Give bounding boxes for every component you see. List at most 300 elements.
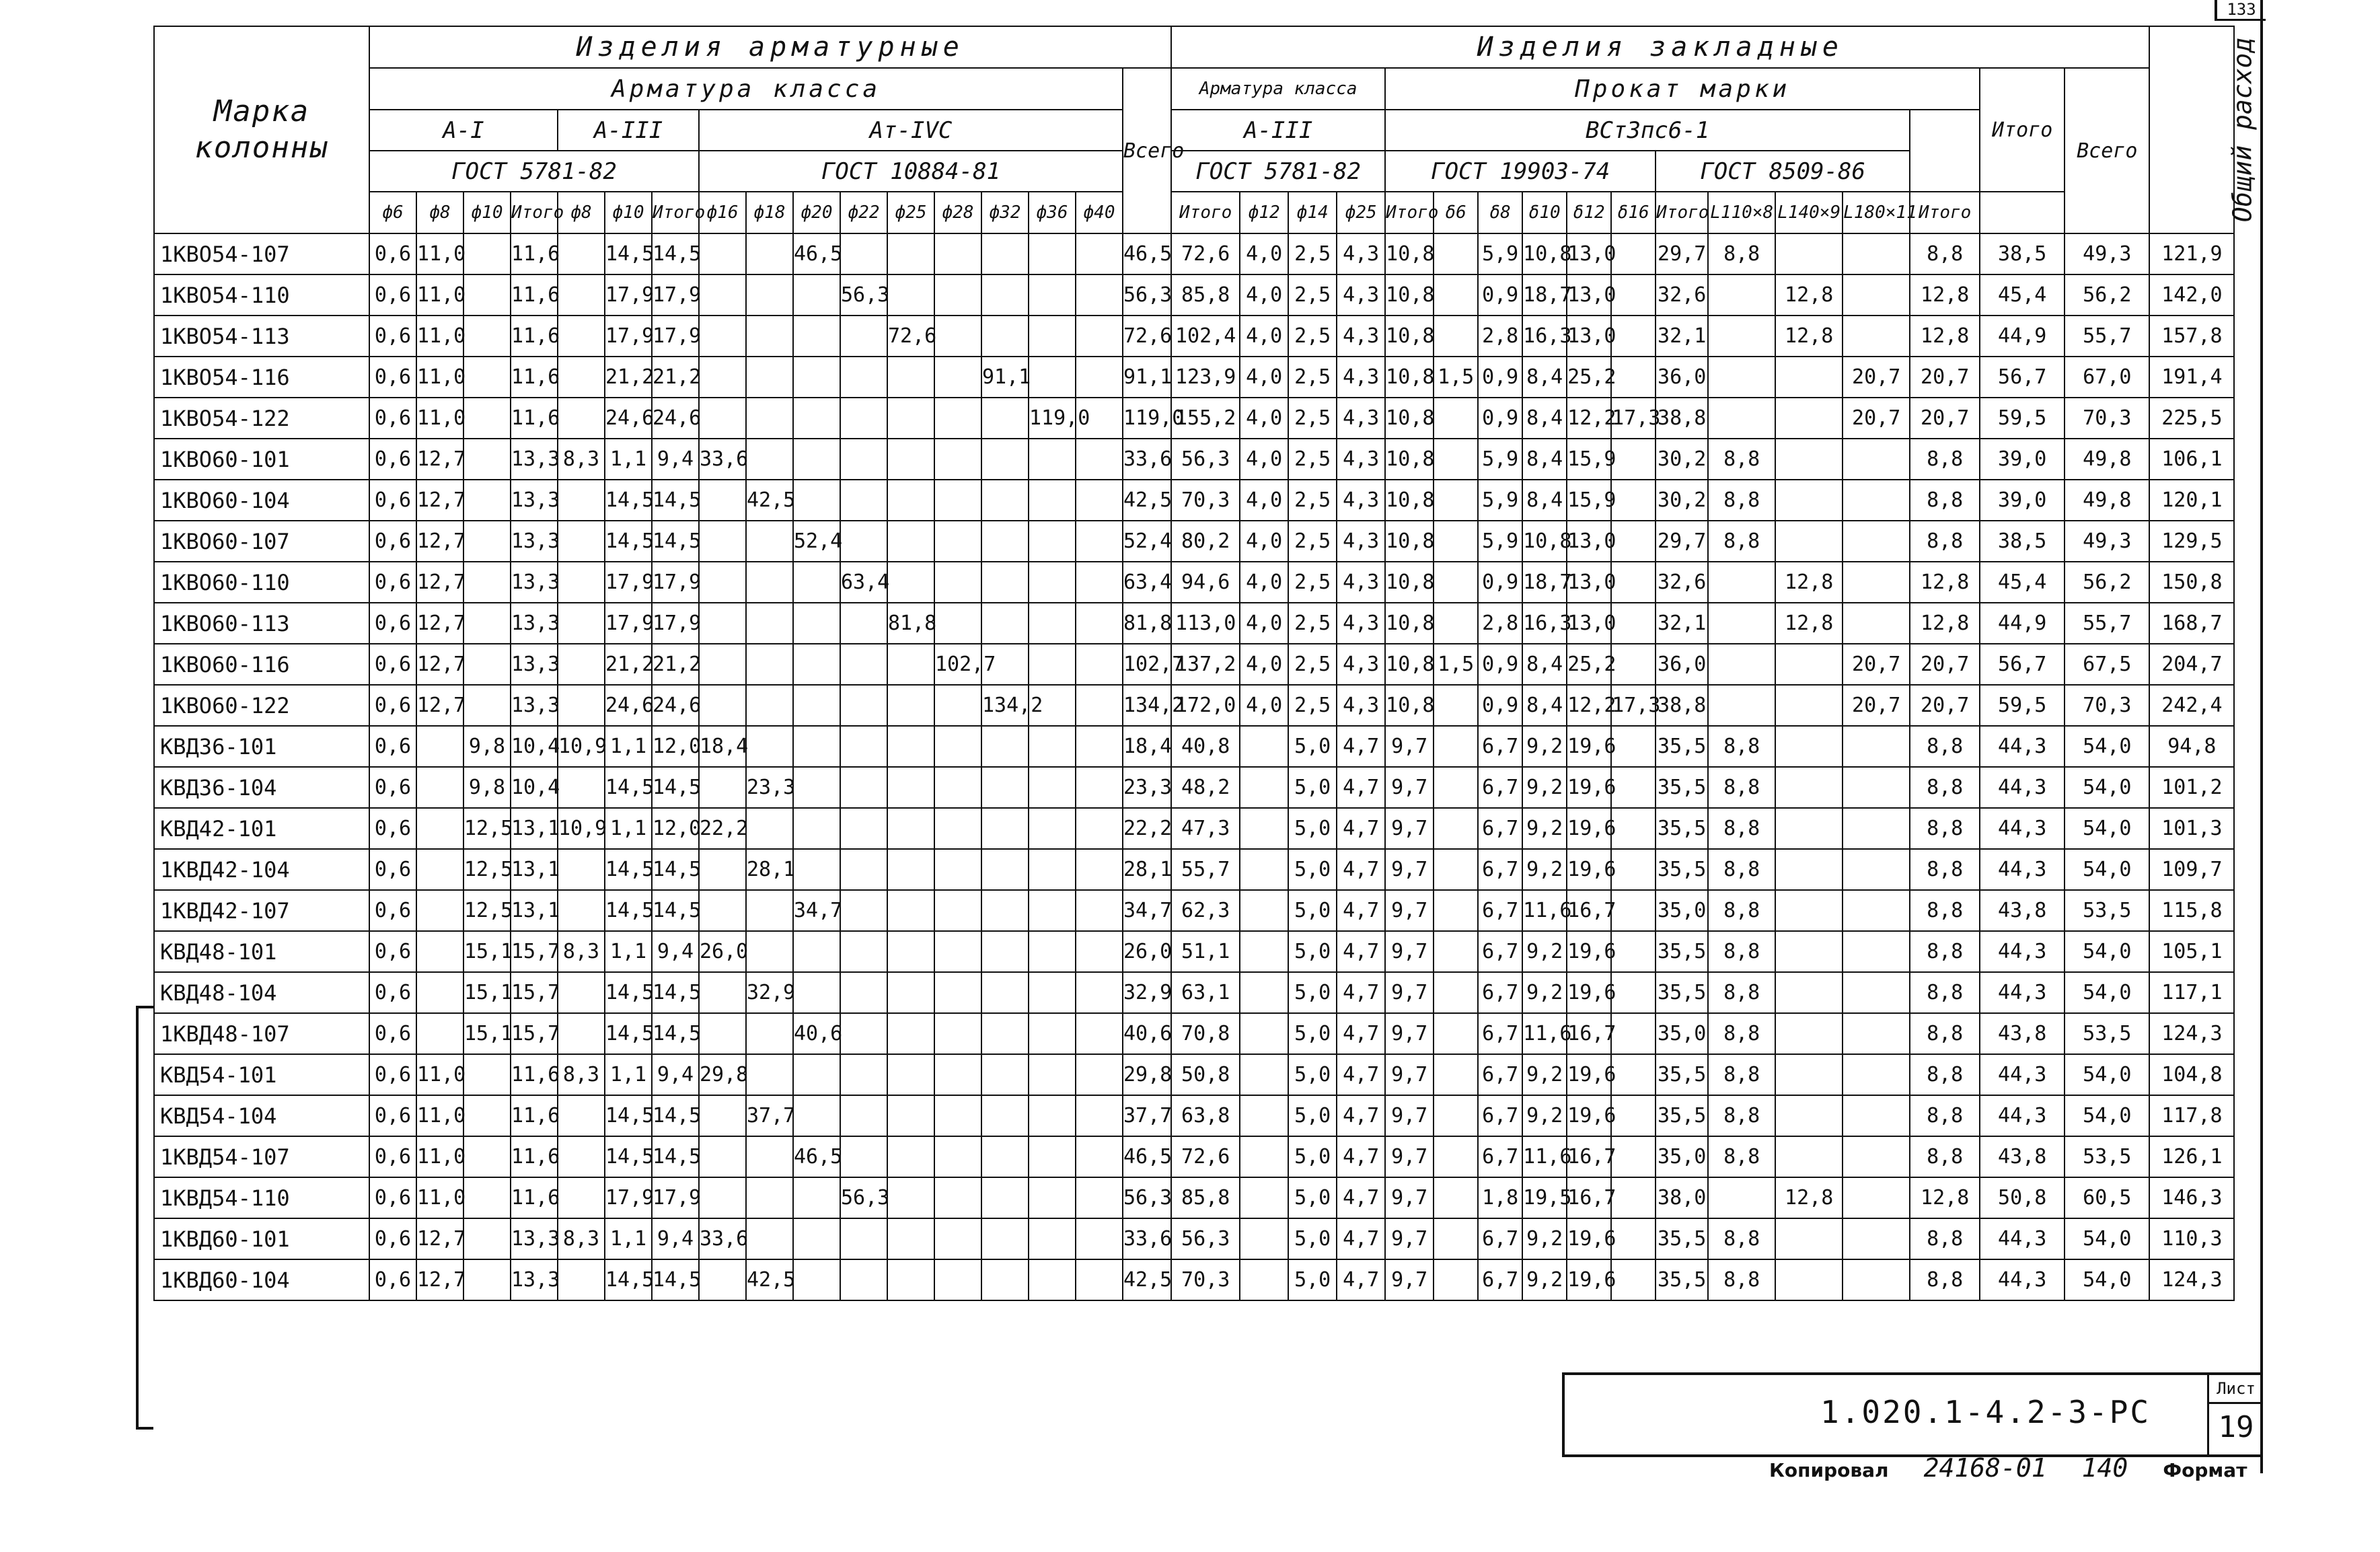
value-cell	[981, 398, 1029, 439]
value-cell: 49,8	[2065, 480, 2149, 521]
value-cell: 0,6	[369, 398, 416, 439]
value-cell	[1240, 1136, 1288, 1177]
value-cell: 14,5	[605, 521, 652, 562]
value-cell: 50,8	[1171, 1054, 1240, 1095]
value-cell: 101,2	[2149, 767, 2234, 808]
value-cell	[1029, 644, 1076, 685]
value-cell	[793, 644, 840, 685]
value-cell: 191,4	[2149, 357, 2234, 398]
value-cell: 36,0	[1656, 644, 1708, 685]
value-cell: 11,0	[416, 1095, 463, 1136]
value-cell: 10,8	[1385, 644, 1434, 685]
value-cell: 40,6	[1123, 1013, 1171, 1054]
value-cell	[887, 931, 934, 972]
value-cell: 49,3	[2065, 521, 2149, 562]
gost-19903-header: ГОСТ 19903-74	[1385, 151, 1656, 192]
value-cell	[1843, 1259, 1910, 1300]
size-subheader: Итого	[511, 192, 558, 233]
copy-number: 140	[2081, 1453, 2128, 1483]
value-cell: 32,1	[1656, 316, 1708, 357]
value-cell	[1843, 1218, 1910, 1259]
value-cell: 4,0	[1240, 274, 1288, 316]
value-cell	[1076, 233, 1123, 274]
value-cell	[887, 767, 934, 808]
mark-column-header: Марка колонны	[154, 26, 369, 233]
value-cell	[840, 767, 887, 808]
value-cell: 5,0	[1288, 1259, 1337, 1300]
value-cell	[887, 726, 934, 767]
value-cell: 0,9	[1478, 562, 1522, 603]
value-cell: 0,6	[369, 1013, 416, 1054]
value-cell: 17,9	[605, 316, 652, 357]
value-cell: 46,5	[1123, 1136, 1171, 1177]
value-cell	[981, 1013, 1029, 1054]
value-cell: 8,8	[1910, 808, 1980, 849]
value-cell	[934, 1013, 981, 1054]
value-cell: 44,3	[1980, 808, 2065, 849]
value-cell	[746, 274, 793, 316]
value-cell: 12,2	[1567, 685, 1611, 726]
value-cell: 1,8	[1478, 1177, 1522, 1218]
value-cell: 8,8	[1708, 521, 1775, 562]
value-cell: 2,5	[1288, 439, 1337, 480]
value-cell	[1029, 357, 1076, 398]
value-cell	[981, 808, 1029, 849]
value-cell: 56,2	[2065, 562, 2149, 603]
size-subheader: ф20	[793, 192, 840, 233]
value-cell: 14,5	[605, 767, 652, 808]
value-cell: 42,5	[746, 1259, 793, 1300]
value-cell: 29,8	[1123, 1054, 1171, 1095]
value-cell: 150,8	[2149, 562, 2234, 603]
value-cell: 49,3	[2065, 233, 2149, 274]
size-subheader: ф14	[1288, 192, 1337, 233]
value-cell: 9,4	[652, 1218, 699, 1259]
value-cell	[1775, 439, 1843, 480]
value-cell: 17,9	[605, 274, 652, 316]
value-cell: 14,5	[652, 849, 699, 890]
value-cell	[1076, 1054, 1123, 1095]
value-cell: 21,2	[605, 357, 652, 398]
value-cell	[558, 398, 605, 439]
value-cell: 14,5	[652, 521, 699, 562]
value-cell	[793, 767, 840, 808]
class-at4c-header: Ат-IVС	[699, 110, 1123, 151]
value-cell: 37,7	[1123, 1095, 1171, 1136]
value-cell: 4,3	[1337, 480, 1385, 521]
value-cell: 11,6	[511, 316, 558, 357]
value-cell: 54,0	[2065, 972, 2149, 1013]
value-cell: 4,0	[1240, 603, 1288, 644]
value-cell: 4,0	[1240, 439, 1288, 480]
value-cell: 0,6	[369, 439, 416, 480]
value-cell	[463, 439, 511, 480]
value-cell	[934, 316, 981, 357]
value-cell: 9,7	[1385, 1013, 1434, 1054]
table-row	[154, 1177, 2234, 1218]
value-cell: 8,8	[1910, 1095, 1980, 1136]
value-cell	[981, 849, 1029, 890]
value-cell: 4,7	[1337, 1095, 1385, 1136]
value-cell: 46,5	[793, 1136, 840, 1177]
value-cell: 11,6	[511, 233, 558, 274]
value-cell: 5,9	[1478, 233, 1522, 274]
value-cell: 8,8	[1910, 972, 1980, 1013]
value-cell: 16,7	[1567, 1013, 1611, 1054]
table-header	[154, 26, 2258, 233]
value-cell	[699, 274, 746, 316]
value-cell	[463, 357, 511, 398]
embedded-gost-5781-header: ГОСТ 5781-82	[1171, 151, 1385, 192]
value-cell	[1611, 480, 1656, 521]
value-cell: 113,0	[1171, 603, 1240, 644]
value-cell: 12,8	[1775, 316, 1843, 357]
value-cell	[463, 562, 511, 603]
value-cell: 9,2	[1522, 931, 1567, 972]
value-cell: 2,5	[1288, 398, 1337, 439]
value-cell: 121,9	[2149, 233, 2234, 274]
value-cell: 28,1	[1123, 849, 1171, 890]
value-cell	[463, 644, 511, 685]
value-cell: 21,2	[652, 644, 699, 685]
value-cell	[793, 1218, 840, 1259]
value-cell	[1775, 849, 1843, 890]
value-cell: 17,9	[652, 562, 699, 603]
value-cell: 54,0	[2065, 767, 2149, 808]
value-cell: 12,7	[416, 521, 463, 562]
value-cell	[981, 1054, 1029, 1095]
value-cell	[1076, 808, 1123, 849]
value-cell: 105,1	[2149, 931, 2234, 972]
value-cell: 8,8	[1708, 849, 1775, 890]
value-cell	[840, 644, 887, 685]
value-cell	[1611, 562, 1656, 603]
value-cell: 8,8	[1708, 931, 1775, 972]
value-cell: 12,7	[416, 480, 463, 521]
value-cell: 46,5	[793, 233, 840, 274]
value-cell	[463, 1177, 511, 1218]
value-cell: 124,3	[2149, 1259, 2234, 1300]
value-cell: 16,3	[1522, 603, 1567, 644]
value-cell	[793, 1177, 840, 1218]
value-cell: 1,1	[605, 808, 652, 849]
value-cell	[1843, 521, 1910, 562]
value-cell: 15,1	[463, 1013, 511, 1054]
value-cell	[699, 1013, 746, 1054]
value-cell: 4,0	[1240, 357, 1288, 398]
table-row	[154, 1054, 2234, 1095]
table-row	[154, 685, 2234, 726]
value-cell: 9,8	[463, 726, 511, 767]
value-cell: 11,0	[416, 1177, 463, 1218]
value-cell	[981, 1218, 1029, 1259]
value-cell: 1,5	[1434, 357, 1478, 398]
value-cell: 44,3	[1980, 1095, 2065, 1136]
size-subheader: ф18	[746, 192, 793, 233]
value-cell: 80,2	[1171, 521, 1240, 562]
value-cell: 242,4	[2149, 685, 2234, 726]
table-row	[154, 439, 2234, 480]
value-cell	[1611, 1054, 1656, 1095]
value-cell: 9,7	[1385, 767, 1434, 808]
value-cell: 20,7	[1910, 685, 1980, 726]
size-subheader: L140×9	[1775, 192, 1843, 233]
value-cell	[463, 316, 511, 357]
value-cell	[558, 1136, 605, 1177]
value-cell	[840, 931, 887, 972]
size-subheader: δ10	[1522, 192, 1567, 233]
value-cell	[887, 233, 934, 274]
value-cell	[1029, 849, 1076, 890]
value-cell: 35,5	[1656, 1259, 1708, 1300]
value-cell	[981, 1259, 1029, 1300]
value-cell: 14,5	[605, 890, 652, 931]
value-cell	[840, 1218, 887, 1259]
value-cell: 9,2	[1522, 726, 1567, 767]
value-cell: 56,3	[1123, 1177, 1171, 1218]
value-cell: 38,0	[1656, 1177, 1708, 1218]
value-cell	[934, 1095, 981, 1136]
value-cell: 11,6	[1522, 890, 1567, 931]
value-cell	[1076, 274, 1123, 316]
value-cell	[699, 1259, 746, 1300]
value-cell	[463, 603, 511, 644]
size-subheader-row	[154, 192, 2234, 233]
value-cell: 24,6	[605, 398, 652, 439]
value-cell	[887, 274, 934, 316]
value-cell	[1240, 1259, 1288, 1300]
value-cell	[934, 1136, 981, 1177]
value-cell	[934, 439, 981, 480]
value-cell: 36,0	[1656, 357, 1708, 398]
value-cell	[887, 1259, 934, 1300]
value-cell: 17,9	[652, 316, 699, 357]
value-cell: 5,9	[1478, 439, 1522, 480]
value-cell: 10,8	[1385, 398, 1434, 439]
value-cell: 8,3	[558, 1054, 605, 1095]
value-cell: 14,5	[605, 1136, 652, 1177]
value-cell: 13,3	[511, 644, 558, 685]
value-cell: 6,7	[1478, 1013, 1522, 1054]
value-cell: 70,8	[1171, 1013, 1240, 1054]
column-mark-cell: 1КВО60-116	[154, 644, 369, 685]
value-cell	[1029, 521, 1076, 562]
value-cell	[793, 480, 840, 521]
value-cell	[887, 1054, 934, 1095]
value-cell	[934, 1259, 981, 1300]
value-cell: 13,1	[511, 808, 558, 849]
value-cell	[1843, 1013, 1910, 1054]
value-cell: 106,1	[2149, 439, 2234, 480]
value-cell	[1775, 357, 1843, 398]
column-mark-cell: КВД48-101	[154, 931, 369, 972]
value-cell: 2,5	[1288, 521, 1337, 562]
value-cell: 81,8	[887, 603, 934, 644]
value-cell	[1029, 1054, 1076, 1095]
value-cell	[840, 603, 887, 644]
value-cell	[840, 890, 887, 931]
value-cell	[416, 849, 463, 890]
value-cell	[1708, 398, 1775, 439]
table-row	[154, 644, 2234, 685]
rolled-steel-header: Прокат марки	[1385, 68, 1980, 110]
value-cell: 1,1	[605, 1218, 652, 1259]
value-cell	[981, 931, 1029, 972]
value-cell: 0,6	[369, 849, 416, 890]
table-row	[154, 931, 2234, 972]
value-cell: 43,8	[1980, 890, 2065, 931]
value-cell: 6,7	[1478, 890, 1522, 931]
value-cell	[1076, 1013, 1123, 1054]
value-cell	[1775, 931, 1843, 972]
value-cell: 8,8	[1708, 1013, 1775, 1054]
value-cell	[558, 480, 605, 521]
value-cell	[1076, 767, 1123, 808]
value-cell	[1029, 1177, 1076, 1218]
value-cell	[1240, 890, 1288, 931]
value-cell: 56,3	[1171, 439, 1240, 480]
value-cell: 12,5	[463, 808, 511, 849]
value-cell: 20,7	[1910, 398, 1980, 439]
value-cell	[793, 1095, 840, 1136]
value-cell: 12,8	[1775, 274, 1843, 316]
value-cell: 5,0	[1288, 972, 1337, 1013]
value-cell: 4,7	[1337, 972, 1385, 1013]
value-cell	[934, 233, 981, 274]
value-cell: 0,6	[369, 890, 416, 931]
value-cell: 8,4	[1522, 357, 1567, 398]
value-cell: 5,0	[1288, 1054, 1337, 1095]
value-cell: 4,7	[1337, 1136, 1385, 1177]
value-cell: 21,2	[605, 644, 652, 685]
value-cell: 8,4	[1522, 644, 1567, 685]
value-cell: 42,5	[746, 480, 793, 521]
value-cell: 12,0	[652, 726, 699, 767]
value-cell: 14,5	[605, 972, 652, 1013]
value-cell: 10,8	[1385, 562, 1434, 603]
column-mark-cell: 1КВД60-104	[154, 1259, 369, 1300]
value-cell	[746, 726, 793, 767]
value-cell: 10,4	[511, 726, 558, 767]
value-cell	[1076, 1259, 1123, 1300]
value-cell: 51,1	[1171, 931, 1240, 972]
table-row	[154, 972, 2234, 1013]
value-cell: 54,0	[2065, 1218, 2149, 1259]
value-cell	[793, 439, 840, 480]
value-cell	[699, 316, 746, 357]
value-cell: 14,5	[605, 1259, 652, 1300]
table-row	[154, 808, 2234, 849]
value-cell	[746, 890, 793, 931]
title-block	[1562, 1372, 2263, 1457]
value-cell: 32,6	[1656, 562, 1708, 603]
value-cell: 9,8	[463, 767, 511, 808]
value-cell	[1434, 562, 1478, 603]
value-cell	[699, 357, 746, 398]
value-cell: 59,5	[1980, 398, 2065, 439]
value-cell	[558, 316, 605, 357]
value-cell	[699, 685, 746, 726]
value-cell: 85,8	[1171, 274, 1240, 316]
value-cell: 0,6	[369, 521, 416, 562]
value-cell	[793, 685, 840, 726]
value-cell: 4,7	[1337, 1054, 1385, 1095]
value-cell: 70,3	[2065, 398, 2149, 439]
value-cell	[934, 357, 981, 398]
value-cell	[840, 1259, 887, 1300]
value-cell: 42,5	[1123, 1259, 1171, 1300]
value-cell	[934, 931, 981, 972]
column-mark-cell: КВД54-104	[154, 1095, 369, 1136]
value-cell: 4,7	[1337, 767, 1385, 808]
value-cell	[1434, 480, 1478, 521]
value-cell	[1775, 521, 1843, 562]
value-cell	[1775, 1259, 1843, 1300]
value-cell	[1076, 316, 1123, 357]
embedded-a3-header: А-III	[1171, 110, 1385, 151]
value-cell: 0,6	[369, 316, 416, 357]
value-cell: 11,6	[511, 357, 558, 398]
value-cell: 44,9	[1980, 316, 2065, 357]
value-cell: 21,2	[652, 357, 699, 398]
value-cell: 52,4	[793, 521, 840, 562]
column-mark-cell: 1КВД48-107	[154, 1013, 369, 1054]
value-cell	[1240, 972, 1288, 1013]
value-cell: 8,8	[1910, 890, 1980, 931]
value-cell: 225,5	[2149, 398, 2234, 439]
value-cell	[1775, 1013, 1843, 1054]
value-cell	[416, 931, 463, 972]
value-cell	[558, 233, 605, 274]
value-cell	[1775, 644, 1843, 685]
value-cell: 4,3	[1337, 562, 1385, 603]
value-cell	[746, 644, 793, 685]
value-cell: 19,6	[1567, 849, 1611, 890]
value-cell	[746, 562, 793, 603]
value-cell	[746, 439, 793, 480]
value-cell: 17,9	[652, 603, 699, 644]
size-subheader: L110×8	[1708, 192, 1775, 233]
size-subheader: Итого	[1171, 192, 1240, 233]
value-cell	[1029, 1136, 1076, 1177]
value-cell	[1611, 1177, 1656, 1218]
value-cell: 10,9	[558, 726, 605, 767]
value-cell	[1708, 562, 1775, 603]
value-cell: 45,4	[1980, 562, 2065, 603]
value-cell: 8,4	[1522, 685, 1567, 726]
value-cell: 44,3	[1980, 726, 2065, 767]
value-cell: 19,5	[1522, 1177, 1567, 1218]
value-cell: 8,3	[558, 439, 605, 480]
value-cell: 4,0	[1240, 316, 1288, 357]
value-cell	[1434, 1177, 1478, 1218]
value-cell	[840, 233, 887, 274]
value-cell: 40,8	[1171, 726, 1240, 767]
value-cell: 63,1	[1171, 972, 1240, 1013]
value-cell: 11,6	[511, 398, 558, 439]
value-cell: 142,0	[2149, 274, 2234, 316]
value-cell	[840, 972, 887, 1013]
value-cell: 0,6	[369, 726, 416, 767]
value-cell: 4,7	[1337, 726, 1385, 767]
value-cell	[1434, 603, 1478, 644]
table-row	[154, 890, 2234, 931]
value-cell: 4,0	[1240, 480, 1288, 521]
value-cell: 4,0	[1240, 233, 1288, 274]
value-cell: 0,6	[369, 480, 416, 521]
value-cell: 14,5	[605, 849, 652, 890]
value-cell: 1,1	[605, 1054, 652, 1095]
